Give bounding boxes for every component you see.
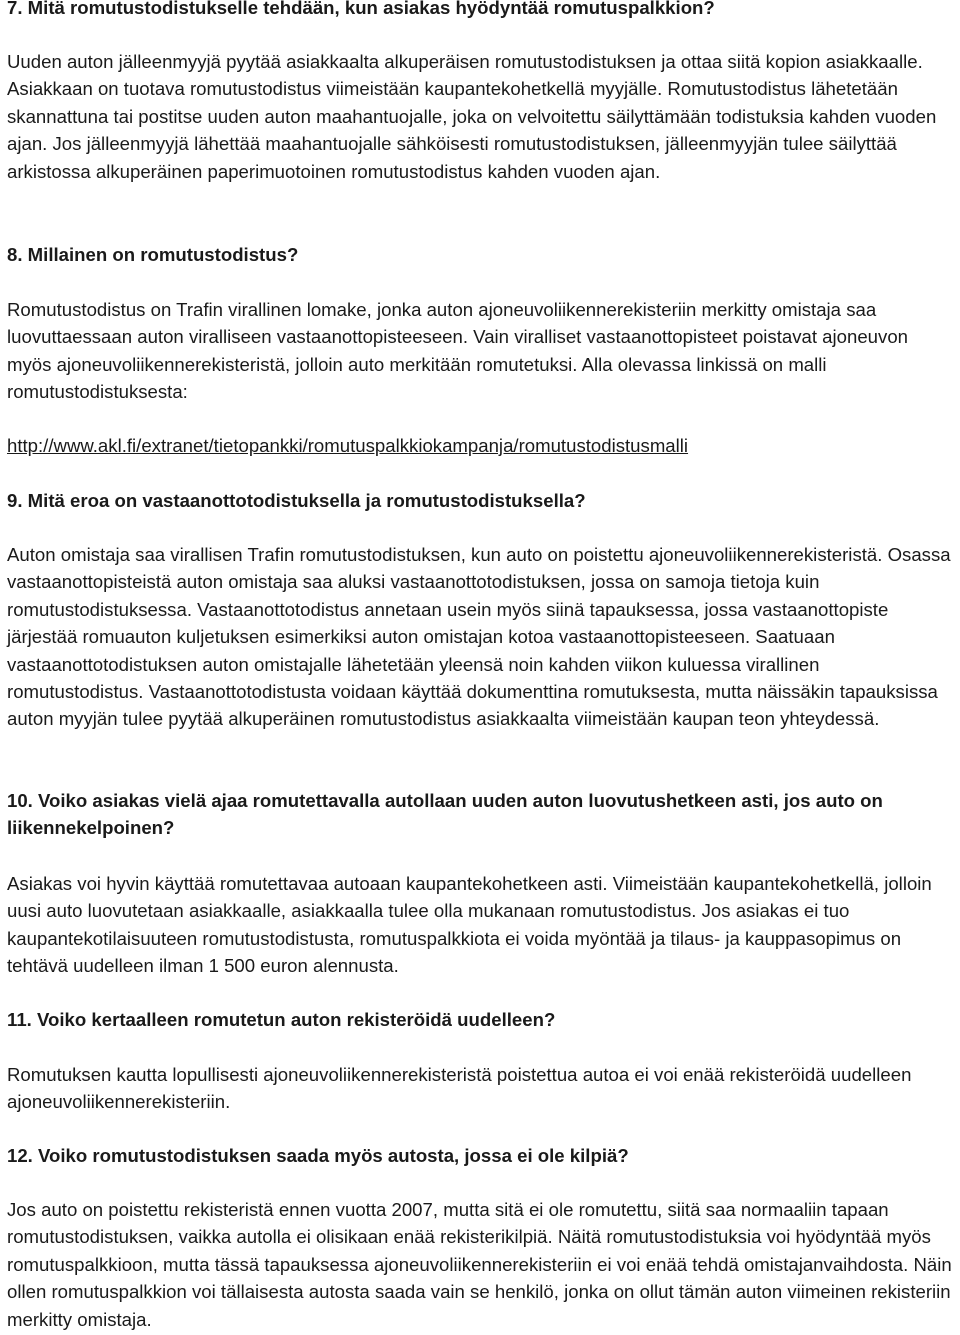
section-7-heading: 7. Mitä romutustodistukselle tehdään, kun asiakas hyödyntää romutuspalkkion? — [7, 0, 715, 18]
section-12-heading: 12. Voiko romutustodistuksen saada myös autosta, jossa ei ole kilpiä? — [7, 1145, 629, 1166]
section-9-paragraph: Auton omistaja saa virallisen Trafin romutustodistuksen, kun auto on poistettu ajoneuvoliikennerekisteristä. Osassa vastaanottopisteistä auton omistaja saa aluksi vastaanottotodistuksen, jossa on samoja tietoja kuin romutustodistuksessa. Vastaanottotodistus annetaan usein myös siinä tapauksessa, jossa vastaanottopiste järjestää romuauton kuljetuksen esimerkiksi auton omistajan kotoa vastaanottopisteeseen. Saatuaan vastaanottotodistuksen auton omistajalle lähetetään yleensä noin kahden viikon kuluessa virallinen romutustodistus. Vastaanottotodistusta voidaan käyttää dokumenttina romutuksesta, mutta näissäkin tapauksissa auton myyjän tulee pyytää alkuperäinen romutustodistus asiakkaalta viimeistään kaupan teon yhteydessä. — [7, 544, 951, 730]
section-8-heading: 8. Millainen on romutustodistus? — [7, 244, 299, 265]
romutustodistusmalli-link[interactable]: http://www.akl.fi/extranet/tietopankki/romutuspalkkiokampanja/romutustodistusmalli — [7, 435, 689, 456]
section-9-heading: 9. Mitä eroa on vastaanottotodistuksella ja romutustodistuksella? — [7, 490, 586, 511]
section-10-heading: 10. Voiko asiakas vielä ajaa romutettavalla autollaan uuden auton luovutushetkeen asti, jos auto on liikennekelpoinen? — [7, 790, 883, 839]
section-12-paragraph: Jos auto on poistettu rekisteristä ennen vuotta 2007, mutta sitä ei ole romutettu, siitä saa normaaliin tapaan romutustodistuksen, vaikka autolla ei olisikaan enää rekisterikilpiä. Näitä romutustodistuksia voi hyödyntää myös romutuspalkkioon, mutta tässä tapauksessa ajoneuvoliikennerekisteriin ei voi enää tehdä omistajanvaihdosta. Näin ollen romutuspalkkion voi tällaisesta autosta saada vain se henkilö, jonka on ollut tämän auton viimeinen rekisteriin merkitty omistaja. — [7, 1199, 952, 1330]
section-10-paragraph: Asiakas voi hyvin käyttää romutettavaa autoaan kaupantekohetkeen asti. Viimeistään kaupantekohetkellä, jolloin uusi auto luovutetaan asiakkaalle, asiakkaalla tulee olla mukanaan romutustodistus. Jos asiakas ei tuo kaupantekotilaisuuteen romutustodistusta, romutuspalkkiota ei voida myöntää ja tilaus- ja kauppasopimus on tehtävä uudelleen ilman 1 500 euron alennusta. — [7, 873, 932, 977]
section-11-paragraph: Romutuksen kautta lopullisesti ajoneuvoliikennerekisteristä poistettua autoa ei voi enää rekisteröidä uudelleen ajoneuvoliikennerekisteriin. — [7, 1064, 912, 1113]
section-8-link-line — [7, 432, 957, 459]
section-11-heading: 11. Voiko kertaalleen romutetun auton rekisteröidä uudelleen? — [7, 1009, 556, 1030]
section-8-paragraph: Romutustodistus on Trafin virallinen lomake, jonka auton ajoneuvoliikennerekisteriin merkitty omistaja saa luovuttaessaan auton viralliseen vastaanottopisteeseen. Vain viralliset vastaanottopisteet poistavat ajoneuvon myös ajoneuvoliikennerekisteristä, jolloin auto merkitään romutetuksi. Alla olevassa linkissä on malli romutustodistuksesta: — [7, 299, 908, 403]
section-7-paragraph: Uuden auton jälleenmyyjä pyytää asiakkaalta alkuperäisen romutustodistuksen ja ottaa siitä kopion asiakkaalle. Asiakkaan on tuotava romutustodistus viimeistään kaupantekohetkellä myyjälle. Romutustodistus lähetetään skannattuna tai postitse uuden auton maahantuojalle, joka on velvoitettu säilyttämään todistuksia kahden vuoden ajan. Jos jälleenmyyjä lähettää maahantuojalle sähköisesti romutustodistuksen, jälleenmyyjän tulee säilyttää arkistossa alkuperäinen paperimuotoinen romutustodistus kahden vuoden ajan. — [7, 51, 937, 182]
